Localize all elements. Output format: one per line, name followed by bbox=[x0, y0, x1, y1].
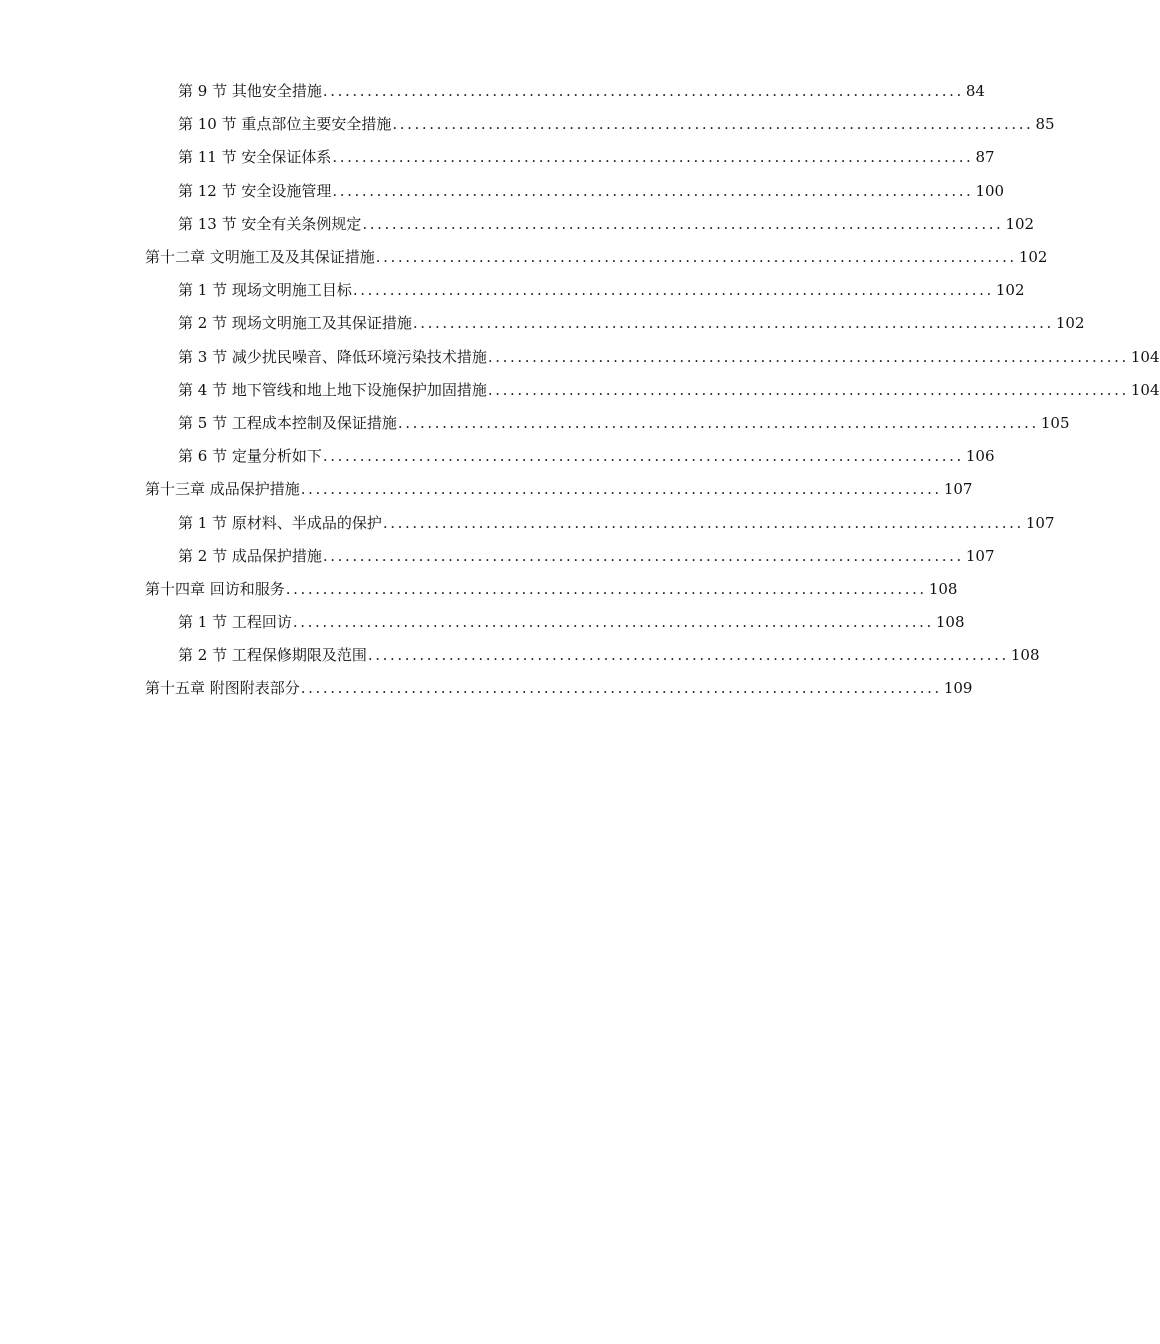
toc-page-number: 108 bbox=[1010, 646, 1040, 665]
toc-entry-section[interactable] bbox=[0, 440, 995, 473]
toc-page-number: 108 bbox=[935, 613, 965, 632]
toc-entry-section[interactable] bbox=[0, 141, 995, 174]
toc-entry-section[interactable] bbox=[0, 274, 1025, 307]
toc-page-number: 104 bbox=[1130, 347, 1160, 366]
toc-entry-chapter[interactable] bbox=[0, 573, 958, 606]
toc-page-number: 107 bbox=[965, 546, 995, 565]
toc-entry-chapter[interactable] bbox=[0, 672, 973, 705]
dot-leader: ....................................................................................... bbox=[412, 314, 1054, 333]
toc-entry-title: 第 2 节 成品保护措施 bbox=[178, 546, 322, 565]
toc-page-number: 109 bbox=[943, 679, 973, 698]
toc-page-number: 100 bbox=[975, 181, 1005, 200]
toc-page-number: 85 bbox=[1035, 115, 1055, 134]
toc-entry-title: 第十四章 回访和服务 bbox=[145, 579, 285, 598]
dot-leader: ....................................................................................... bbox=[292, 613, 934, 632]
dot-leader: ....................................................................................... bbox=[367, 646, 1009, 665]
toc-entry-chapter[interactable] bbox=[0, 473, 973, 506]
toc-entry-title: 第 13 节 安全有关条例规定 bbox=[178, 214, 362, 233]
toc-entry-section[interactable] bbox=[0, 374, 1160, 407]
toc-page-number: 106 bbox=[965, 447, 995, 466]
toc-entry-title: 第十五章 附图附表部分 bbox=[145, 679, 300, 698]
toc-page-number: 104 bbox=[1130, 380, 1160, 399]
toc-entry-section[interactable] bbox=[0, 606, 965, 639]
toc-entry-title: 第 11 节 安全保证体系 bbox=[178, 148, 332, 167]
toc-entry-title: 第 10 节 重点部位主要安全措施 bbox=[178, 115, 392, 134]
dot-leader: ....................................................................................... bbox=[322, 546, 964, 565]
dot-leader: ....................................................................................... bbox=[332, 181, 974, 200]
dot-leader: ....................................................................................... bbox=[300, 480, 942, 499]
dot-leader: ....................................................................................... bbox=[352, 281, 994, 300]
toc-page-number: 102 bbox=[1055, 314, 1085, 333]
dot-leader: ....................................................................................... bbox=[322, 447, 964, 466]
toc-entry-title: 第 1 节 工程回访 bbox=[178, 613, 292, 632]
toc-entry-title: 第 1 节 现场文明施工目标 bbox=[178, 281, 352, 300]
toc-entry-title: 第十二章 文明施工及及其保证措施 bbox=[145, 248, 375, 267]
toc-page-number: 102 bbox=[1005, 214, 1035, 233]
toc-entry-chapter[interactable] bbox=[0, 241, 1048, 274]
toc-entry-title: 第 2 节 现场文明施工及其保证措施 bbox=[178, 314, 412, 333]
dot-leader: ....................................................................................... bbox=[285, 579, 927, 598]
toc-entry-title: 第 1 节 原材料、半成品的保护 bbox=[178, 513, 382, 532]
toc-entry-title: 第 4 节 地下管线和地上地下设施保护加固措施 bbox=[178, 380, 487, 399]
dot-leader: ....................................................................................... bbox=[322, 82, 964, 101]
toc-entry-section[interactable] bbox=[0, 75, 985, 108]
toc-entry-title: 第 2 节 工程保修期限及范围 bbox=[178, 646, 367, 665]
toc-page-number: 108 bbox=[928, 579, 958, 598]
toc-entry-section[interactable] bbox=[0, 639, 1040, 672]
dot-leader: ....................................................................................... bbox=[487, 347, 1129, 366]
toc-page-number: 107 bbox=[1025, 513, 1055, 532]
toc-page-number: 84 bbox=[965, 82, 985, 101]
toc-entry-section[interactable] bbox=[0, 506, 1055, 539]
dot-leader: ....................................................................................... bbox=[362, 214, 1004, 233]
toc-page-number: 107 bbox=[943, 480, 973, 499]
toc-page-number: 105 bbox=[1040, 413, 1070, 432]
toc-entry-section[interactable] bbox=[0, 108, 1055, 141]
toc-entry-title: 第 9 节 其他安全措施 bbox=[178, 82, 322, 101]
dot-leader: ....................................................................................... bbox=[392, 115, 1034, 134]
toc-entry-title: 第十三章 成品保护措施 bbox=[145, 480, 300, 499]
toc-entry-title: 第 5 节 工程成本控制及保证措施 bbox=[178, 413, 397, 432]
dot-leader: ....................................................................................... bbox=[382, 513, 1024, 532]
toc-entry-section[interactable] bbox=[0, 341, 1160, 374]
dot-leader: ....................................................................................... bbox=[375, 248, 1017, 267]
dot-leader: ....................................................................................... bbox=[300, 679, 942, 698]
toc-entry-title: 第 12 节 安全设施管理 bbox=[178, 181, 332, 200]
toc-entry-section[interactable] bbox=[0, 407, 1070, 440]
toc-page-number: 102 bbox=[995, 281, 1025, 300]
toc-entry-section[interactable] bbox=[0, 175, 1005, 208]
toc-entry-title: 第 6 节 定量分析如下 bbox=[178, 447, 322, 466]
toc-page-number: 87 bbox=[975, 148, 995, 167]
table-of-contents bbox=[0, 75, 1160, 706]
toc-page-number: 102 bbox=[1018, 248, 1048, 267]
toc-entry-section[interactable] bbox=[0, 208, 1035, 241]
dot-leader: ....................................................................................... bbox=[397, 413, 1039, 432]
dot-leader: ....................................................................................... bbox=[332, 148, 974, 167]
dot-leader: ....................................................................................... bbox=[487, 380, 1129, 399]
toc-entry-section[interactable] bbox=[0, 540, 995, 573]
toc-entry-section[interactable] bbox=[0, 307, 1085, 340]
toc-entry-title: 第 3 节 减少扰民噪音、降低环境污染技术措施 bbox=[178, 347, 487, 366]
